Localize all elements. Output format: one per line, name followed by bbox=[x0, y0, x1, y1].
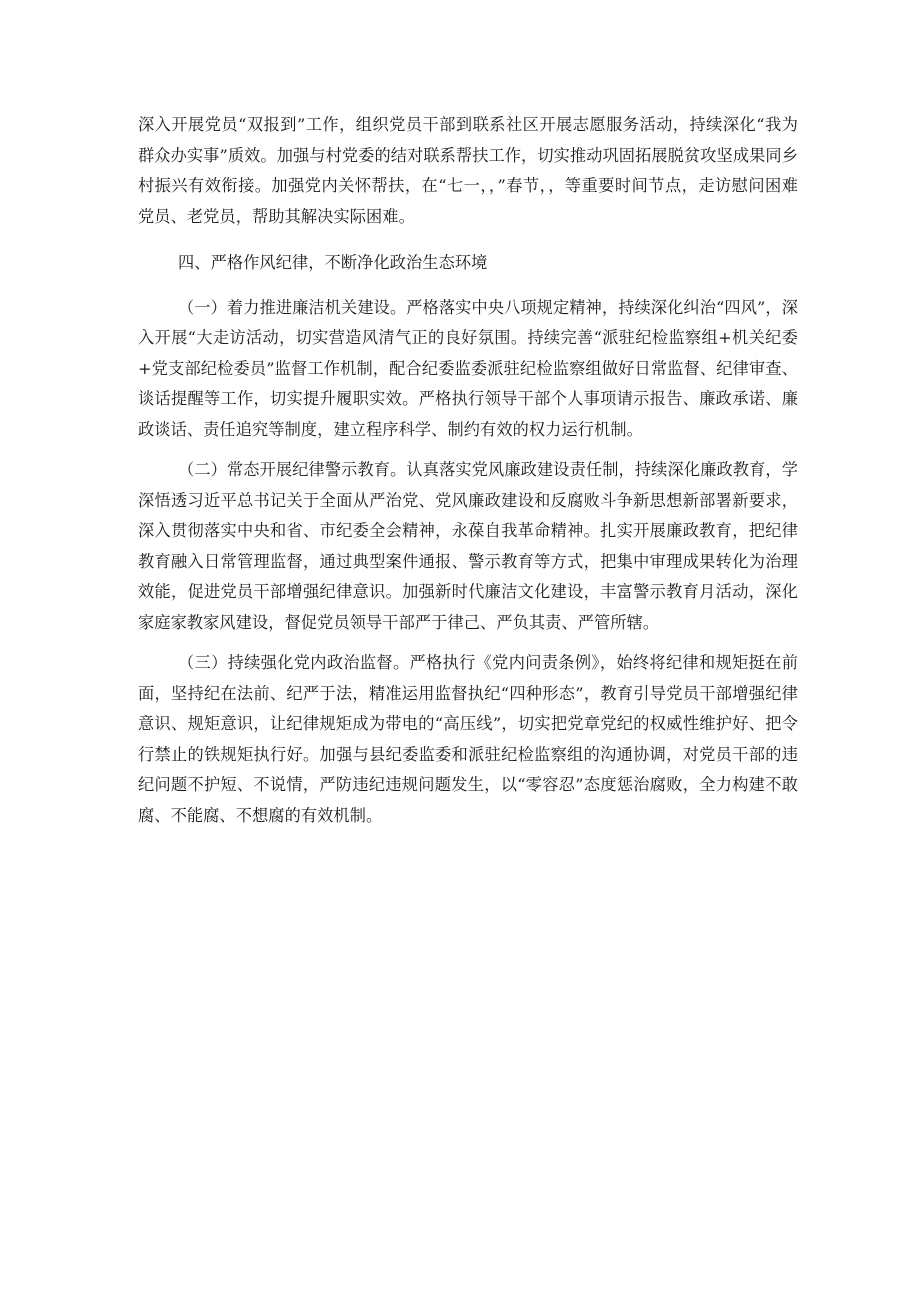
section-heading: 四、严格作风纪律，不断净化政治生态环境 bbox=[178, 253, 488, 272]
subsection-paragraph-2: （二）常态开展纪律警示教育。认真落实党风廉政建设责任制，持续深化廉政教育，学深悟透习近平总书记关于全面从严治党、党风廉政建设和反腐败斗争新思想新部署新要求，深入贯彻落实中央和省、市纪委全会精神，永葆自我革命精神。扎实开展廉政教育，把纪律教育融入日常管理监督，通过典型案件通报、警示教育等方式，把集中审理成果转化为治理效能，促进党员干部增强纪律意识。加强新时代廉洁文化建设，丰富警示教育月活动，深化家庭家教家风建设，督促党员领导干部严于律己、严负其责、严管所辖。 bbox=[138, 460, 798, 632]
subsection-paragraph-3: （三）持续强化党内政治监督。严格执行《党内问责条例》，始终将纪律和规矩挺在前面，坚持纪在法前、纪严于法，精准运用监督执纪“四种形态”，教育引导党员干部增强纪律意识、规矩意识，让纪律规矩成为带电的“高压线”，切实把党章党纪的权威性维护好、把令行禁止的铁规矩执行好。加强与县纪委监委和派驻纪检监察组的沟通协调，对党员干部的违纪问题不护短、不说情，严防违纪违规问题发生，以“零容忍”态度惩治腐败，全力构建不敢腐、不能腐、不想腐的有效机制。 bbox=[138, 653, 798, 825]
subsection-paragraph-1: （一）着力推进廉洁机关建设。严格落实中央八项规定精神，持续深化纠治“四风”，深入开展“大走访活动，切实营造风清气正的良好氛围。持续完善“派驻纪检监察组+机关纪委+党支部纪检委员”监督工作机制，配合纪委监委派驻纪检监察组做好日常监督、纪律审查、谈话提醒等工作，切实提升履职实效。严格执行领导干部个人事项请示报告、廉政承诺、廉政谈话、责任追究等制度，建立程序科学、制约有效的权力运行机制。 bbox=[138, 297, 798, 439]
continuation-paragraph: 深入开展党员“双报到”工作，组织党员干部到联系社区开展志愿服务活动，持续深化“我为群众办实事”质效。加强与村党委的结对联系帮扶工作，切实推动巩固拓展脱贫攻坚成果同乡村振兴有效衔接。加强党内关怀帮扶，在“七一，，”春节，，等重要时间节点，走访慰问困难党员、老党员，帮助其解决实际困难。 bbox=[138, 115, 798, 226]
document-page bbox=[138, 110, 798, 831]
